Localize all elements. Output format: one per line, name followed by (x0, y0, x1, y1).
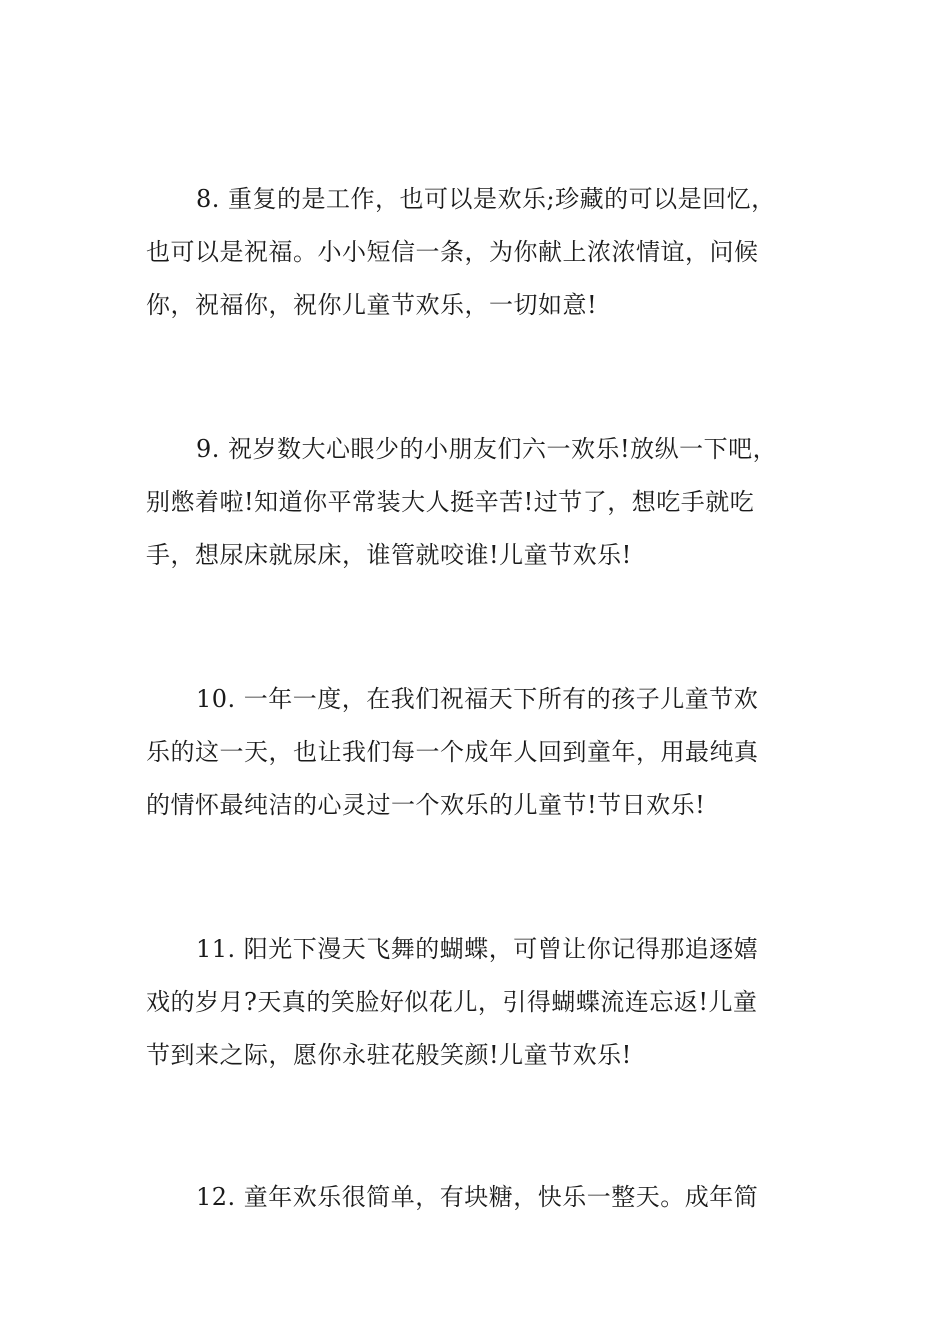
paragraph-9 (146, 423, 810, 582)
paragraph-line: 节到来之际，愿你永驻花般笑颜!儿童节欢乐! (146, 1041, 632, 1069)
paragraph-8 (146, 173, 810, 332)
paragraph-line: 的情怀最纯洁的心灵过一个欢乐的儿童节!节日欢乐! (146, 791, 706, 819)
paragraph-line: 12. 童年欢乐很简单，有块糖，快乐一整天。成年简 (196, 1183, 759, 1211)
paragraph-line: 别憋着啦!知道你平常装大人挺辛苦!过节了，想吃手就吃 (146, 488, 755, 516)
paragraph-line: 9. 祝岁数大心眼少的小朋友们六一欢乐!放纵一下吧， (196, 435, 778, 463)
paragraph-line: 你，祝福你，祝你儿童节欢乐，一切如意! (146, 291, 598, 319)
paragraph-line: 手，想尿床就尿床，谁管就咬谁!儿童节欢乐! (146, 541, 632, 569)
paragraph-line: 11. 阳光下漫天飞舞的蝴蝶，可曾让你记得那追逐嬉 (196, 935, 759, 963)
paragraph-line: 8. 重复的是工作，也可以是欢乐;珍藏的可以是回忆， (196, 185, 776, 213)
paragraph-line: 戏的岁月?天真的笑脸好似花儿，引得蝴蝶流连忘返!儿童 (146, 988, 758, 1016)
paragraph-line: 也可以是祝福。小小短信一条，为你献上浓浓情谊，问候 (146, 238, 759, 266)
paragraph-line: 10. 一年一度，在我们祝福天下所有的孩子儿童节欢 (196, 685, 759, 713)
paragraph-11 (146, 923, 810, 1082)
paragraph-12 (146, 1171, 810, 1224)
paragraph-10 (146, 673, 810, 832)
paragraph-line: 乐的这一天，也让我们每一个成年人回到童年，用最纯真 (146, 738, 759, 766)
